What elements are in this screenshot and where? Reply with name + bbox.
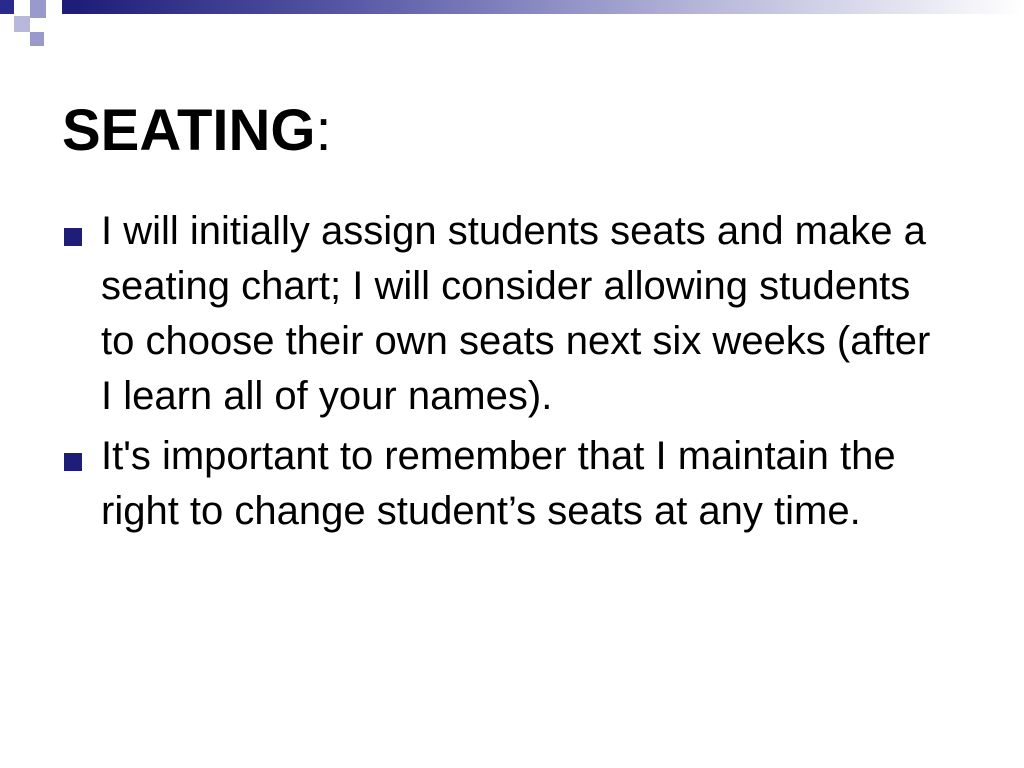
decor-gradient-bar <box>76 0 1024 14</box>
decor-square <box>30 32 44 46</box>
bullet-list <box>62 204 942 544</box>
decor-square <box>30 18 44 32</box>
square-bullet-icon <box>64 228 82 246</box>
bullet-item <box>62 204 942 424</box>
bullet-item <box>62 429 942 539</box>
slide-title-text: SEATING <box>62 98 316 163</box>
bullet-text: I will initially assign students seats and make a seating chart; I will consider allowing students to choose their own seats next six weeks (after I learn all of your names). <box>101 209 931 418</box>
decor-square <box>14 0 30 16</box>
square-bullet-icon <box>64 453 82 471</box>
decor-square <box>14 16 30 32</box>
decor-square <box>30 0 46 18</box>
slide-title-colon: : <box>315 98 332 163</box>
slide-title <box>62 96 332 166</box>
decor-square <box>0 0 14 14</box>
bullet-text: It's important to remember that I maintain the right to change student’s seats at any time. <box>101 434 896 533</box>
decor-square <box>62 0 76 14</box>
